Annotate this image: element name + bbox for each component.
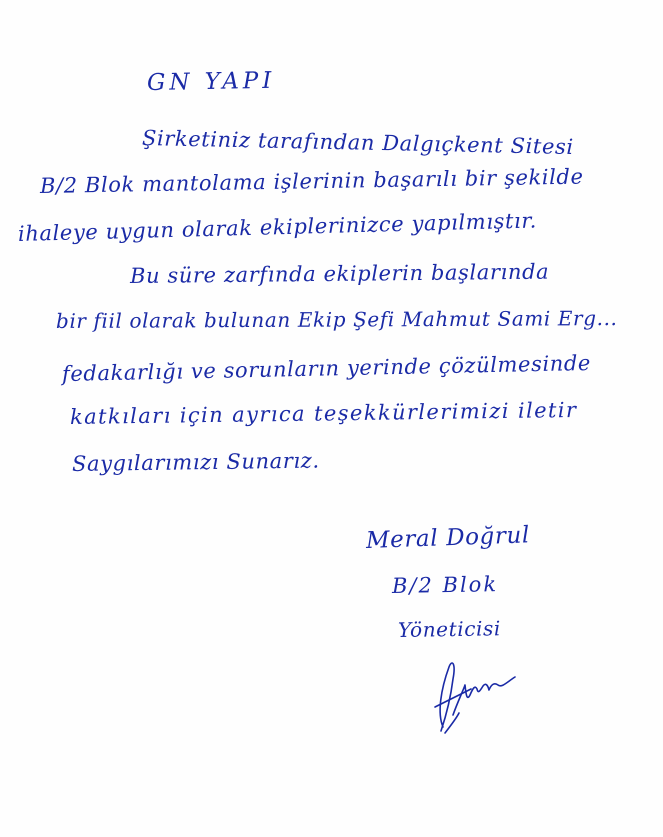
letter-body-line: bir fiil olarak bulunan Ekip Şefi Mahmut Sami Erg...	[55, 306, 618, 333]
letter-body-line: katkıları için ayrıca teşekkürlerimizi iletir	[69, 397, 578, 429]
signer-title: Yöneticisi	[397, 616, 502, 642]
letter-body-line: Şirketiniz tarafından Dalgıçkent Sitesi	[141, 126, 574, 160]
letter-body-line: B/2 Blok mantolama işlerinin başarılı bir şekilde	[39, 164, 584, 198]
handwritten-signature	[425, 655, 520, 740]
letter-body-line: fedakarlığı ve sorunların yerinde çözülmesinde	[61, 350, 592, 386]
signer-block: B/2 Blok	[391, 572, 499, 598]
signer-name: Meral Doğrul	[365, 522, 531, 554]
letter-body-line: Bu süre zarfında ekiplerin başlarında	[129, 259, 550, 288]
letter-closing: Saygılarımızı Sunarız.	[71, 448, 320, 476]
letter-body-line: ihaleye uygun olarak ekiplerinizce yapılmıştır.	[17, 208, 538, 246]
recipient-heading: GN YAPI	[146, 67, 276, 96]
